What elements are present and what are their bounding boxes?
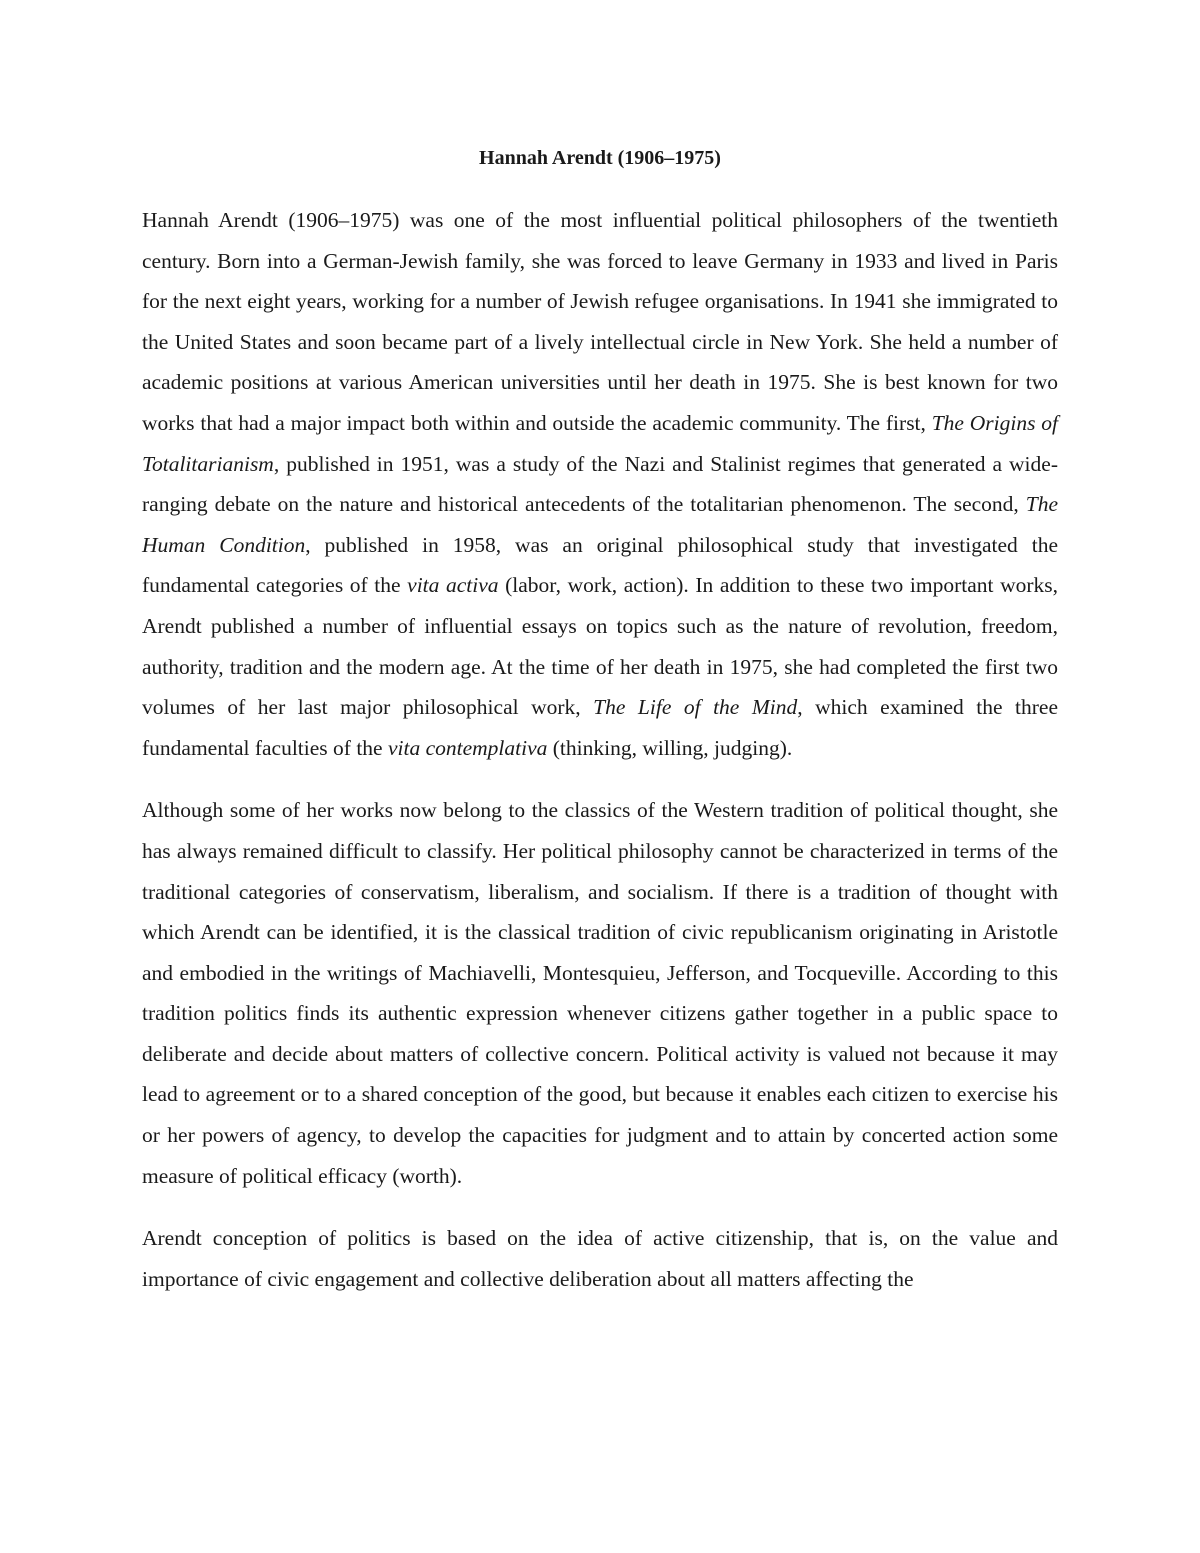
p1-text-4: (labor, work, action). In addition to these two important works, Arendt published a number of influential essays on topics such as the nature of revolution, freedom, authority, tradition and the modern age. At the time of her death in 1975, she had completed the first two volumes of her last major philosophical work,	[142, 573, 1058, 720]
p1-text-6: (thinking, willing, judging).	[547, 735, 793, 760]
document-title: Hannah Arendt (1906–1975)	[479, 147, 721, 169]
p1-text-3: , published in 1958, was an original philosophical study that investigated the fundamental categories of the	[142, 532, 1058, 598]
book-title-human-condition: The Human Condition	[142, 492, 1058, 557]
paragraph-2: Although some of her works now belong to the classics of the Western tradition of political thought, she has always remained difficult to classify. Her political philosophy cannot be characterized in terms of the traditional categories of conservatism, liberalism, and socialism. If there is a tradition of thought with which Arendt can be identified, it is the classical tradition of civic republicanism originating in Aristotle and embodied in the writings of Machiavelli, Montesquieu, Jefferson, and Tocqueville. According to this tradition politics finds its authentic expression whenever citizens gather together in a public space to deliberate and decide about matters of collective concern. Political activity is valued not because it may lead to agreement or to a shared conception of the good, but because it enables each citizen to exercise his or her powers of agency, to develop the capacities for judgment and to attain by concerted action some measure of political efficacy (worth).	[142, 798, 1058, 1188]
p1-text-2: , published in 1951, was a study of the Nazi and Stalinist regimes that generated a wide-ranging debate on the nature and historical antecedents of the totalitarian phenomenon. The second,	[142, 451, 1058, 517]
paragraph-1	[142, 200, 1058, 768]
paragraph-3: Arendt conception of politics is based on the idea of active citizenship, that is, on the value and importance of civic engagement and collective deliberation about all matters affecting the	[142, 1226, 1058, 1291]
p1-text-1: Hannah Arendt (1906–1975) was one of the most influential political philosophers of the twentieth century. Born into a German-Jewish family, she was forced to leave Germany in 1933 and lived in Paris for the next eight years, working for a number of Jewish refugee organisations. In 1941 she immigrated to the United States and soon became part of a lively intellectual circle in New York. She held a number of academic positions at various American universities until her death in 1975. She is best known for two works that had a major impact both within and outside the academic community. The first,	[142, 208, 1058, 435]
term-vita-contemplativa: vita contemplativa	[387, 735, 548, 760]
book-title-life-of-mind: The Life of the Mind	[593, 695, 798, 720]
document-page	[142, 140, 1058, 1321]
term-vita-activa: vita activa	[407, 573, 499, 598]
book-title-origins: The Origins of Totalitarianism	[142, 410, 1058, 476]
p1-text-5: , which examined the three fundamental faculties of the	[142, 695, 1058, 760]
